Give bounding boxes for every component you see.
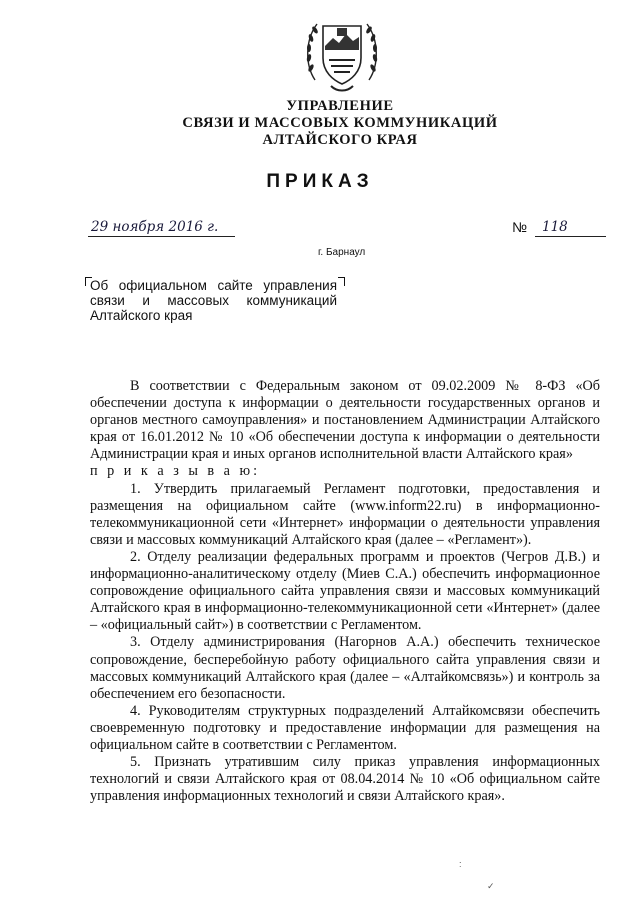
scan-mark: ✓: [487, 881, 495, 891]
scan-mark: :: [459, 859, 462, 869]
list-item: 2. Отделу реализации федеральных программ и проектов (Чегров Д.В.) и информационно-аналитическому отделу (Миев С.А.) обеспечить информационное сопровождение официального сайта управления связи и массовых коммуникаций Алтайского края в информационно-телекоммуникационной сети «Интернет» (далее – «официальный сайт») в соответствии с Регламентом.: [90, 548, 600, 634]
document-number: 118: [535, 218, 606, 237]
document-date: 29 ноября 2016 г.: [88, 218, 235, 237]
subject-bracket-right: [338, 277, 345, 286]
list-item: 3. Отделу администрирования (Нагорнов А.А.) обеспечить техническое сопровождение, бесперебойную работу официального сайта управления связи и массовых коммуникаций Алтайского края (далее – «Алтайкомсвязь») и контроль за обеспечением его безопасности.: [90, 634, 600, 702]
decree-word: п р и к а з ы в а ю:: [90, 463, 261, 480]
organization-name: [130, 98, 550, 149]
document-subject: Об официальном сайте управления связи и массовых коммуникаций Алтайского края: [90, 278, 337, 323]
list-item: 1. Утвердить прилагаемый Регламент подготовки, предоставления и размещения на официальном сайте (www.inform22.ru) в информационно-телекоммуникационной сети «Интернет» информации о деятельности управления связи и массовых коммуникаций Алтайского края (далее – «Регламент»).: [90, 480, 600, 548]
document-title: ПРИКАЗ: [266, 171, 374, 192]
document-body: [90, 378, 600, 805]
org-line-3: АЛТАЙСКОГО КРАЯ: [262, 132, 418, 148]
org-line-2: СВЯЗИ И МАССОВЫХ КОММУНИКАЦИЙ: [182, 115, 498, 131]
intro-paragraph: В соответствии с Федеральным законом от 09.02.2009 № 8-ФЗ «Об обеспечении доступа к информации о деятельности государственных органов и органов местного самоуправления» и постановлением Администрации Алтайского края от 16.01.2012 № 10 «Об обеспечении доступа к информации о деятельности Администрации края и иных органов исполнительной власти Алтайского края»: [90, 378, 600, 463]
city: г. Барнаул: [318, 247, 366, 258]
list-item: 5. Признать утратившим силу приказ управления информационных технологий и связи Алтайского края от 08.04.2014 № 10 «Об официальном сайте управления информационных технологий и связи Алтайского края».: [90, 754, 600, 805]
coat-of-arms-icon: [301, 10, 383, 96]
list-item: 4. Руководителям структурных подразделений Алтайкомсвязи обеспечить своевременную подготовку и предоставление информации для размещения на официальном сайте в соответствии с Регламентом.: [90, 702, 600, 753]
org-line-1: УПРАВЛЕНИЕ: [286, 98, 394, 114]
number-sign: №: [512, 219, 528, 235]
